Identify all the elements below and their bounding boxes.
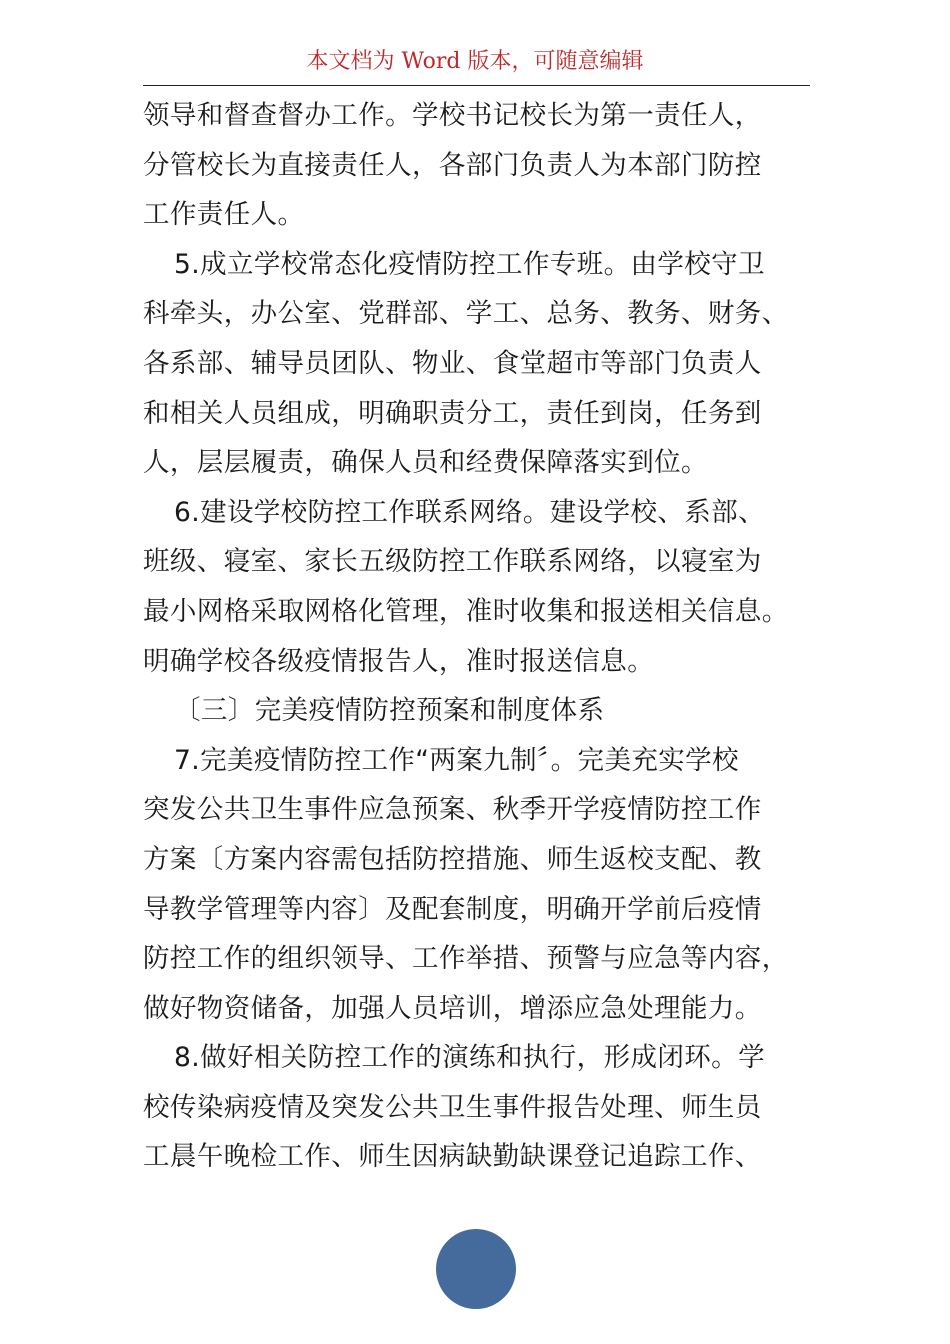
text-line: 科牵头，办公室、党群部、学工、总务、教务、财务、 xyxy=(143,298,789,330)
section-heading: 〔三〕完美疫情防控预案和制度体系 xyxy=(174,695,605,727)
text-line: 突发公共卫生事件应急预案、秋季开学疫情防控工作 xyxy=(143,794,762,826)
text-line: 领导和督查督办工作。学校书记校长为第一责任人， xyxy=(143,100,762,131)
text-line: 做好物资储备，加强人员培训，增添应急处理能力。 xyxy=(143,992,762,1024)
text-line: 各系部、辅导员团队、物业、食堂超市等部门负责人 xyxy=(143,347,762,379)
text-line: 班级、寝室、家长五级防控工作联系网络，以寝室为 xyxy=(143,546,762,578)
text-line: 分管校长为直接责任人，各部门负责人为本部门防控 xyxy=(143,149,762,181)
document-body xyxy=(143,91,810,1182)
text-line: 方案〔方案内容需包括防控措施、师生返校支配、教 xyxy=(143,843,762,875)
text-line: 和相关人员组成，明确职责分工，责任到岗，任务到 xyxy=(143,397,762,429)
text-line: 人，层层履责，确保人员和经费保障落实到位。 xyxy=(143,447,708,479)
paragraph-start-line: 5.成立学校常态化疫情防控工作专班。由学校守卫 xyxy=(174,248,765,280)
paragraph-start-line: 7.完美疫情防控工作“两案九制〞。完美充实学校 xyxy=(174,744,739,776)
page-number-badge xyxy=(436,1229,516,1309)
text-line: 防控工作的组织领导、工作举措、预警与应急等内容， xyxy=(143,943,789,975)
header-watermark: 本文档为 Word 版本，可随意编辑 xyxy=(306,49,644,74)
paragraph-start-line: 6.建设学校防控工作联系网络。建设学校、系部、 xyxy=(174,496,765,528)
text-line: 导教学管理等内容〕及配套制度，明确开学前后疫情 xyxy=(143,893,762,925)
text-line: 明确学校各级疫情报告人，准时报送信息。 xyxy=(143,645,655,677)
text-line: 最小网格采取网格化管理，准时收集和报送相关信息。 xyxy=(143,595,789,627)
paragraph-start-line: 8.做好相关防控工作的演练和执行，形成闭环。学 xyxy=(174,1042,765,1074)
text-line: 校传染病疫情及突发公共卫生事件报告处理、师生员 xyxy=(143,1091,762,1123)
text-line: 工晨午晚检工作、师生因病缺勤缺课登记追踪工作、 xyxy=(143,1141,762,1173)
text-line: 工作责任人。 xyxy=(143,199,305,231)
header-divider xyxy=(143,85,810,86)
